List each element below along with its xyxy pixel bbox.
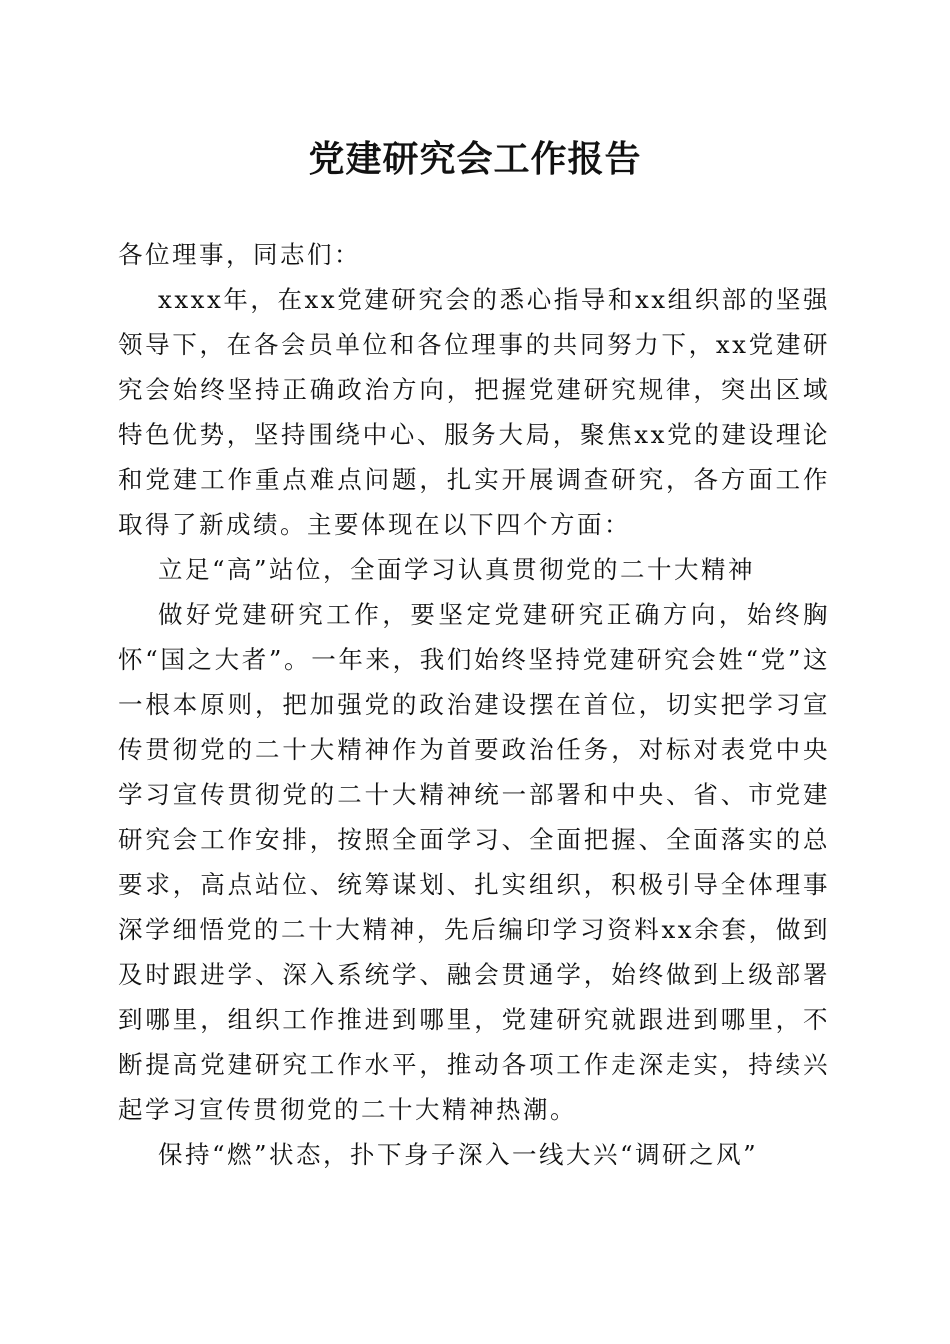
paragraph-section-1: 做好党建研究工作，要坚定党建研究正确方向，始终胸怀“国之大者”。一年来，我们始终坚持党建研究会姓“党”这一根本原则，把加强党的政治建设摆在首位，切实把学习宣传贯彻党的二十大精神作为首要政治任务，对标对表党中央学习宣传贯彻党的二十大精神统一部署和中央、省、市党建研究会工作安排，按照全面学习、全面把握、全面落实的总要求，高点站位、统筹谋划、扎实组织，积极引导全体理事深学细悟党的二十大精神，先后编印学习资料xx余套，做到及时跟进学、深入系统学、融会贯通学，始终做到上级部署到哪里，组织工作推进到哪里，党建研究就跟进到哪里，不断提高党建研究工作水平，推动各项工作走深走实，持续兴起学习宣传贯彻党的二十大精神热潮。 [118, 600, 830, 1124]
paragraph-intro: xxxx年，在xx党建研究会的悉心指导和xx组织部的坚强领导下，在各会员单位和各位理事的共同努力下，xx党建研究会始终坚持正确政治方向，把握党建研究规律，突出区域特色优势，坚持围绕中心、服务大局，聚焦xx党的建设理论和党建工作重点难点问题，扎实开展调查研究，各方面工作取得了新成绩。主要体现在以下四个方面： [118, 285, 830, 539]
document-body [118, 232, 830, 1177]
section-heading-2: 保持“燃”状态，扑下身子深入一线大兴“调研之风” [158, 1140, 759, 1169]
section-heading-1: 立足“高”站位，全面学习认真贯彻党的二十大精神 [158, 555, 756, 584]
salutation: 各位理事，同志们： [118, 240, 361, 269]
document-title: 党建研究会工作报告 [308, 138, 642, 180]
